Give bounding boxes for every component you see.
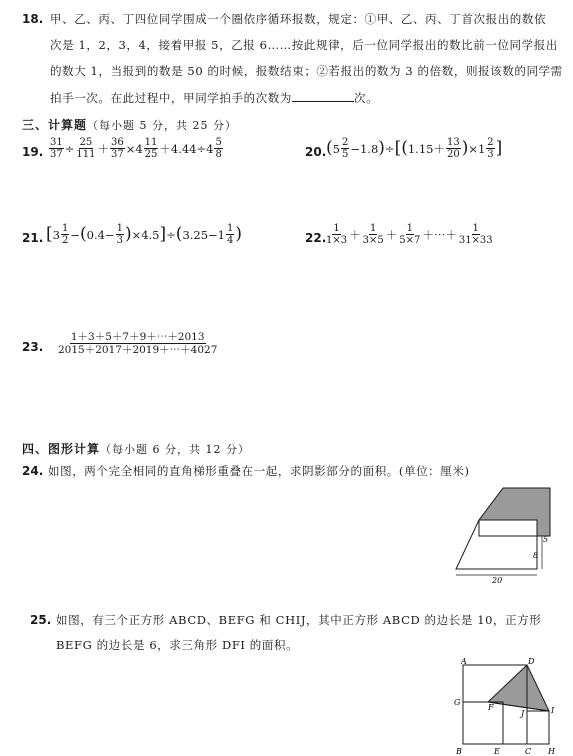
q21-number: 21. xyxy=(22,231,44,245)
q23-number: 23. xyxy=(22,340,44,354)
label-a: A xyxy=(461,658,467,666)
q18-line-4-start: 拍手一次。在此过程中，甲同学拍手的次数为 xyxy=(50,91,292,105)
q22-number: 22. xyxy=(305,231,327,245)
section-4-heading xyxy=(22,440,250,457)
q24-figure xyxy=(440,480,560,585)
q20-number: 20. xyxy=(305,145,327,159)
q18-line-1: 甲、乙、丙、丁四位同学围成一个圈依序循环报数，规定：①甲、乙、丙、丁首次报出的数依 xyxy=(50,12,547,26)
lower-trapezoid xyxy=(456,520,537,569)
q18-line-2: 次是 1，2，3，4，接着甲报 5，乙报 6……按此规律，后一位同学报出的数比前一位同学报出 xyxy=(50,38,558,52)
square-befg xyxy=(463,702,503,744)
q24-text: 如图，两个完全相同的直角梯形重叠在一起，求阴影部分的面积。(单位：厘米) xyxy=(48,464,470,478)
q25-number: 25. xyxy=(30,613,52,627)
q18-line-4 xyxy=(50,90,378,105)
q23-denominator: 2015＋2017＋2019＋⋯＋4027 xyxy=(58,344,218,356)
q18-line-3: 的数大 1，当报到的数是 50 的时候，报数结束；②若报出的数为 3 的倍数，则报该数的同学需 xyxy=(50,64,563,78)
q19-expression: $\frac{31}{37}$ ÷ $\frac{25}{111}$ ＋ $\frac{36}{37}$ ×4 $\frac{11}{25}$ ＋4.44÷4 $\frac{5}{8}$ xyxy=(50,137,222,160)
section-3-heading xyxy=(22,116,237,133)
q25-figure xyxy=(448,658,560,756)
label-h: H xyxy=(548,747,555,756)
q20-expression: ( 5 $\frac{2}{5}$ −1.8 ) ÷ [ ( 1.15＋ $\frac{13}{20}$ ) ×1 $\frac{2}{3}$ ] xyxy=(326,137,503,160)
q25-line-1: 如图，有三个正方形 ABCD、BEFG 和 CHIJ，其中正方形 ABCD 的边长是 10，正方形 xyxy=(56,613,542,627)
triangle-dfi xyxy=(488,665,549,711)
label-i: I xyxy=(551,706,555,715)
shaded-region xyxy=(479,488,550,536)
label-g: G xyxy=(454,698,461,707)
dim-8-label: 8 xyxy=(533,551,539,560)
dim-5-label: 5 xyxy=(543,535,549,544)
q22-expression: $\frac{1}{1\times 3}$ ＋ $\frac{1}{3\times 5}$ ＋ $\frac{1}{5\times 7}$ ＋⋯＋ $\frac{1}{31\times 33}$ xyxy=(326,223,493,246)
section-4-title: 四、图形计算 xyxy=(22,442,101,456)
q23-numerator: 1＋3＋5＋7＋9＋⋯＋2013 xyxy=(70,331,205,343)
label-d: D xyxy=(528,658,535,666)
q24-number: 24. xyxy=(22,464,44,478)
q23-expression xyxy=(56,331,219,356)
section-3-title: 三、计算题 xyxy=(22,118,88,132)
answer-blank[interactable] xyxy=(292,90,354,102)
label-e: E xyxy=(494,747,500,756)
square-chij xyxy=(527,711,549,744)
label-f: F xyxy=(488,703,494,712)
q21-expression: [ 3 $\frac{1}{2}$ − ( 0.4− $\frac{1}{3}$ ) ×4.5 ] ÷ ( 3.25−1 $\frac{1}{4}$ ) xyxy=(46,223,243,246)
q18-line-4-end: 次。 xyxy=(354,91,379,105)
dim-20-label: 20 xyxy=(492,576,503,585)
q19-number: 19. xyxy=(22,145,44,159)
q18-number: 18. xyxy=(22,12,44,26)
section-3-note: （每小题 5 分，共 25 分） xyxy=(87,119,237,132)
label-b: B xyxy=(456,747,462,756)
q25-line-2: BEFG 的边长是 6，求三角形 DFI 的面积。 xyxy=(56,638,299,652)
label-j: J xyxy=(521,709,525,718)
section-4-note: （每小题 6 分，共 12 分） xyxy=(100,443,250,456)
label-c: C xyxy=(525,747,532,756)
